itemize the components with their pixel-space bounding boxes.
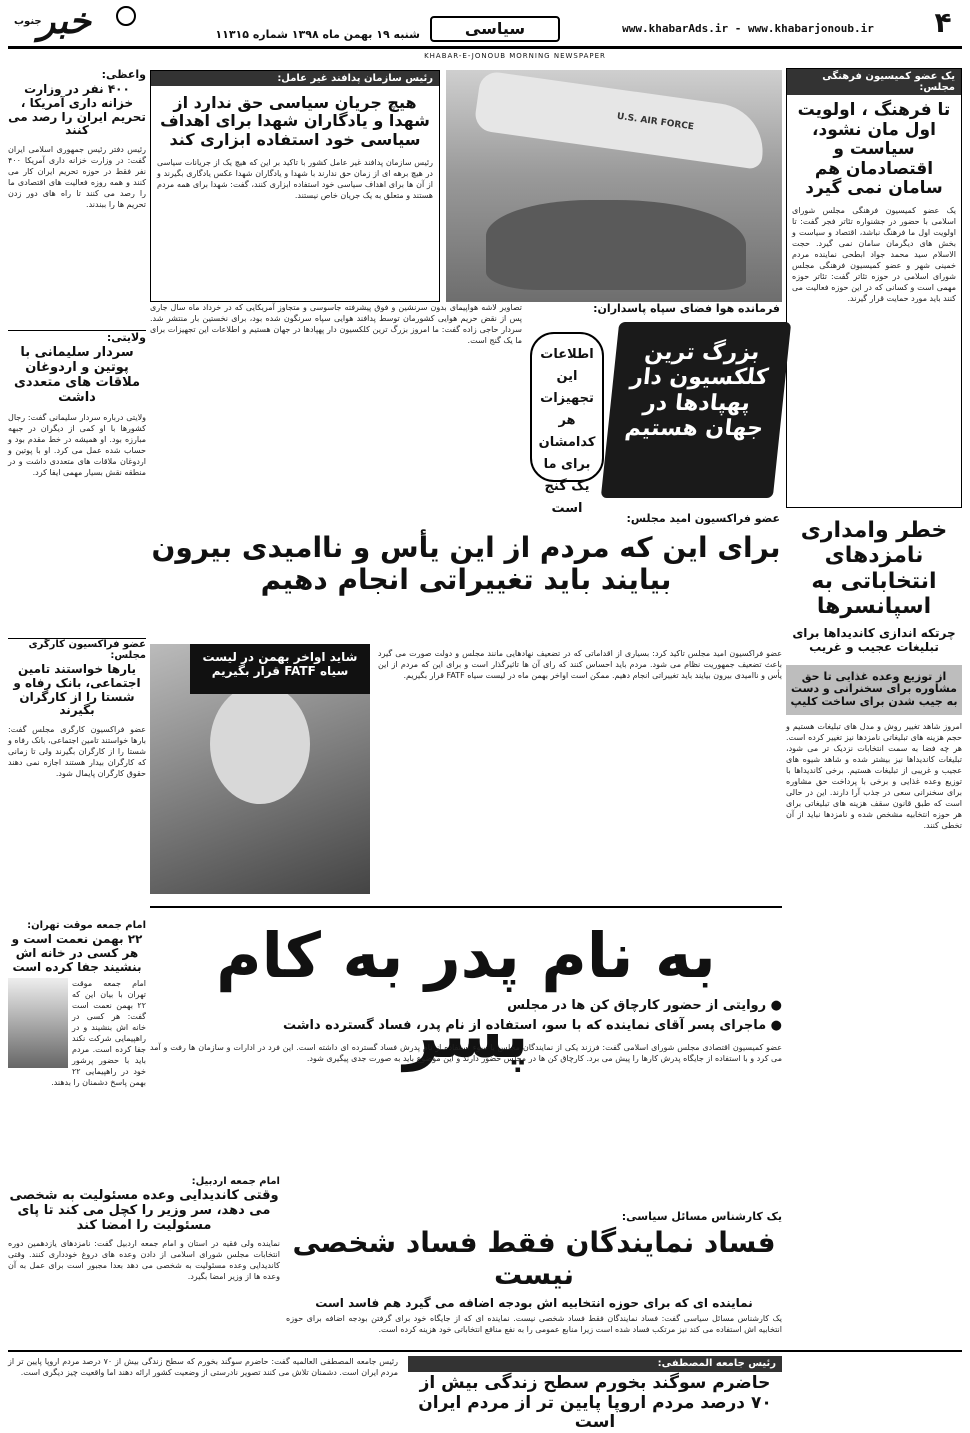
masthead: [0, 0, 970, 60]
culture-story: [786, 68, 962, 508]
section-title: سیاسی: [430, 16, 560, 42]
ardabil-kicker: امام جمعه اردبیل:: [191, 1176, 280, 1187]
portrait-caption: شاید اواخر بهمن در لیست سیاه FATF قرار بگیریم: [190, 644, 370, 694]
aerospace-kicker: فرمانده هوا فضای سپاه پاسداران:: [593, 302, 780, 315]
electoral-sub1: چرتکه اندازی کاندیداها برای تبلیغات عجیب و غریب: [792, 626, 956, 654]
wagef-kicker: واعظی:: [101, 68, 146, 81]
main-bullet-1-text: روایتی از حضور کارچاق کن ها در مجلس: [507, 998, 767, 1013]
debris-pile: [486, 200, 746, 290]
main-headline: به نام پدر به کام پسر: [216, 919, 716, 1072]
left-column: [8, 68, 146, 908]
labor-headline: یارها خواستند تامین اجتماعی، بانک رفاه و شستا را از کارگران بگیرند: [13, 661, 141, 718]
guard-body: رئیس سازمان پدافند غیر عامل کشور با تاکید بر این که هیچ یک از جریانات سیاسی در هیچ برهه ای از زمان حق ندارند با شهدا و یادگاران شهدا عکس یادگاری بگیرند و از آن ها برای اهداف سیاسی خود استفاده ابزاری کنند، گفت: شهدا برای همه مردم هستند و متعلق به یک جریان خاص نیستند.: [157, 158, 433, 201]
wagef-body: رئیس دفتر رئیس جمهوری اسلامی ایران گفت: در وزارت خزانه داری آمریکا ۴۰۰ نفر فقط در حوزه تحریم ایران کار می کنند و همه روزه فعالیت های اقتصادی ما را رصد می کنند تا راه های دور زدن تحریم ها را ببندند.: [8, 145, 146, 210]
drone-caption: U.S. AIR FORCE: [616, 111, 695, 133]
electoral-body: امروز شاهد تغییر روش و مدل های تبلیغات هستیم و حجم هزینه های تبلیغاتی نامزدها نیز تغییر کرده است. هر چه فضا به سمت انتخابات نزدیک تر می شود، تبلیغات کاندیداها نیز بیشتر شده و شاهد شیوه های عجیب و غریبی از تبلیغات هستیم. برخی کاندیداها با توزیع وعده غذایی و برخی با پرداخت حق مشاوره برای سخنرانی سعی در جذب آرا دارند. این در حالی است که طبق قانون سقف هزینه های تبلیغاتی برای هر حوزه انتخابیه مشخص شده و نامزدها نباید از آن تخطی کنند.: [786, 721, 962, 830]
tehran-headline: ۲۲ بهمن نعمت است و هر کسی در خانه اش بنشیند جفا کرده است: [11, 932, 143, 974]
globe-icon: [116, 6, 136, 26]
guard-headline: هیچ جریان سیاسی حق ندارد از شهدا و یادگاران شهدا برای اهداف سیاسی خود استفاده ابزاری کند: [160, 93, 430, 149]
portrait-head: [210, 684, 310, 804]
mostafa-headline: حاضرم سوگند بخورم سطح زندگی بیش از ۷۰ درصد مردم اروپا پایین تر از مردم ایران است: [418, 1373, 772, 1433]
drone-wreckage-photo: [446, 70, 782, 302]
hope-story: [150, 512, 782, 902]
hope-body: عضو فراکسیون امید مجلس تاکید کرد: بسیاری از اقداماتی که در تضعیف نهادهایی مانند مجلس و دولت صورت می گیرد باعث تضعیف جمهوریت نظام می شود. مردم باید احساس کنند که رای آن ها تاثیرگذار است و برای این که مردم از این یأس و ناامیدی بیرون بیایند باید تغییراتی انجام دهیم. ممکن است اواخر بهمن ماه در لیست سیاه FATF قرار بگیریم.: [378, 649, 782, 680]
ardabil-body: نماینده ولی فقیه در استان و امام جمعه اردبیل گفت: نامزدهای یازدهمین دوره انتخابات مجلس شورای اسلامی از دادن وعده های دروغ خودداری کنند. وقتی کاندیدایی وعده مسئولیت به شخصی می دهد بعدا مجبور است برای عمل به آن وعده ها از وزیر امضا بگیرد.: [8, 1238, 280, 1281]
electoral-headline: خطر وامداری نامزدهای انتخاباتی به اسپانسرها: [800, 518, 948, 619]
cleric-photo: [8, 978, 68, 1068]
mostafa-story: [8, 1350, 962, 1433]
tehran-body: امام جمعه موقت تهران با بیان این که ۲۲ بهمن نعمت است گفت: هر کسی در خانه اش بنشیند و در راهپیمایی شرکت نکند جفا کرده است. مردم باید با حضور پرشور خود در راهپیمایی ۲۲ بهمن پاسخ دشمنان را بدهند.: [51, 979, 146, 1088]
wagef-headline: ۴۰۰ نفر در وزارت خزانه داری آمریکا ، تحریم ایران را رصد می کنند: [8, 82, 146, 138]
ardabil-headline: وقتی کاندیدایی وعده مسئولیت به شخصی می دهد، سر وزیر را کچل می کند تا پای مسئولیت را امضا کند: [9, 1188, 279, 1233]
aerospace-headline-box: [601, 322, 791, 498]
tehran-prayer-story: [8, 920, 146, 1170]
date-issue: شنبه ۱۹ بهمن ماه ۱۳۹۸ شماره ۱۱۳۱۵: [215, 28, 420, 41]
ardabil-prayer-story: [8, 1176, 280, 1346]
hope-kicker: عضو فراکسیون امید مجلس:: [626, 512, 780, 525]
mostafa-body: رئیس جامعه المصطفی العالمیه گفت: حاضرم سوگند بخورم که سطح زندگی بیش از ۷۰ درصد مردم اروپا پایین تر از مردم ایران است. دشمنان تلاش می کنند تصویر نادرستی از وضعیت کشور ارائه دهند اما واقعیت چیز دیگری است.: [8, 1357, 398, 1377]
labor-kicker: عضو فراکسیون کارگری مجلس:: [28, 638, 146, 661]
bullet-dot-icon: ●: [766, 1018, 782, 1033]
culture-kicker: یک عضو کمیسیون فرهنگی مجلس:: [787, 69, 961, 95]
labor-body: عضو فراکسیون کارگری مجلس گفت: بارها خواستند تامین اجتماعی، بانک رفاه و شستا را از کارگران بگیرند ولی تا زمانی که کارگران بیدار هستند اجازه نمی دهند حقوق کارگران پایمال شود.: [8, 725, 146, 779]
mp-portrait-photo: [150, 644, 370, 894]
newspaper-en: KHABAR-E-JONOUB MORNING NEWSPAPER: [424, 52, 606, 60]
main-bullet-2: [150, 1018, 782, 1036]
aerospace-side-note: اطلاعات این تجهیزات هر کدامشان برای ما یک گنج است: [530, 332, 604, 482]
mostafa-kicker: رئیس جامعه المصطفی:: [408, 1356, 782, 1372]
guard-story: [150, 70, 440, 302]
aerospace-body: تصاویر لاشه هواپیمای بدون سرنشین و فوق پیشرفته جاسوسی و متجاوز آمریکایی که در خرداد ماه سال جاری پس از نقض حریم هوایی کشورمان توسط پدافند هوایی سپاه سرنگون شده بود، برای نخستین بار منتشر شد. سردار حاجی زاده گفت: ما امروز بزرگ ترین کلکسیون دار پهپادها در جهان هستیم و اطلاعات این تجهیزات برای ما یک گنج است.: [150, 303, 522, 345]
corruption-kicker: یک کارشناس مسائل سیاسی:: [621, 1210, 782, 1223]
corruption-body: یک کارشناس مسائل سیاسی گفت: فساد نمایندگان فقط فساد شخصی نیست. نماینده ای که از جایگاه خود برای گرفتن بودجه اضافه برای حوزه انتخابیه اش استفاده می کند نیز مرتکب فساد شده است زیرا منابع عمومی را به نفع منافع انتخاباتی خود هزینه کرده است.: [286, 1314, 782, 1335]
velayati-headline: سردار سلیمانی با پوتین و اردوغان ملاقات های متعددی داشت: [13, 345, 141, 405]
hope-headline: برای این که مردم از این یأس و ناامیدی بیرون بیایند باید تغییراتی انجام دهیم: [151, 531, 781, 597]
website-urls[interactable]: www.khabarAds.ir - www.khabarjonoub.ir: [622, 22, 874, 35]
velayati-kicker: ولایتی:: [106, 331, 146, 345]
aerospace-story: [150, 302, 782, 516]
tehran-kicker: امام جمعه موقت تهران:: [27, 920, 146, 931]
corruption-headline: فساد نمایندگان فقط فساد شخصی نیست: [292, 1226, 776, 1292]
corruption-story: [286, 1210, 782, 1346]
bullet-dot-icon: ●: [766, 998, 782, 1013]
page-number: ۴: [934, 6, 952, 39]
main-bullet-1: [150, 998, 782, 1016]
aerospace-headline: بزرگ ترین کلکسیون دار پهپادها در جهان هستیم: [623, 340, 770, 441]
culture-headline: تا فرهنگ ، اولویت اول مان نشود، سیاست و اقتصادمان هم سامان نمی گیرد: [797, 100, 951, 199]
logo-main: خبر: [38, 0, 91, 42]
logo-sub: جنوب: [14, 16, 42, 27]
velayati-body: ولایتی درباره سردار سلیمانی گفت: رجال کشورها با او کمی از دیگران در جبهه مبارزه بود. او همیشه در خط مقدم بود و حساب شده عمل می کرد. او با پوتین و اردوغان ملاقات های متعددی داشت و در منطقه نقش بسیار مهمی ایفا کرد.: [8, 412, 146, 477]
main-bullet-2-text: ماجرای پسر آقای نماینده که با سو، استفاده از نام پدر، فساد گسترده داشت: [282, 1018, 767, 1033]
electoral-sub2: از توزیع وعده غذایی تا حق مشاوره برای سخنرانی و دست به جیب شدن برای ساخت کلیپ: [786, 665, 962, 715]
culture-body: یک عضو کمیسیون فرهنگی مجلس شورای اسلامی با حضور در جشنواره تئاتر فجر گفت: تا اولویت اول ما فرهنگ نباشد، اقتصاد و سیاست و بخش های دیگرمان سامان نمی گیرد. حجت الاسلام سید محمد جواد ابطحی نماینده مردم خمینی شهر و عضو کمیسیون فرهنگی مجلس شورای اسلامی در حوزه تئاتر گفت: تئاتر حوزه مهمی است و کسانی که در این حوزه فعالیت می کنند باید مورد حمایت قرار گیرند.: [792, 205, 956, 303]
main-story: [150, 906, 782, 1206]
electoral-story: [786, 514, 962, 1414]
guard-kicker: رئیس سازمان پدافند غیر عامل:: [151, 71, 439, 86]
corruption-subhead: نماینده ای که برای حوزه انتخابیه اش بودجه اضافه می گیرد هم فاسد است: [315, 1296, 753, 1311]
newspaper-logo: [8, 2, 148, 50]
masthead-rule: [8, 46, 962, 49]
main-body: عضو کمیسیون اقتصادی مجلس شورای اسلامی گفت: فرزند یکی از نمایندگان مجلس با سوء استفاده از نام پدرش فساد گسترده ای داشته است. این فرد در ادارات و سازمان ها رفت و آمد می کرد و با استفاده از جایگاه پدرش کارها را پیش می برد. کارچاق کن ها در مجلس حضور دارند و این موضوع باید به صورت جدی پیگیری شود.: [150, 1043, 782, 1063]
